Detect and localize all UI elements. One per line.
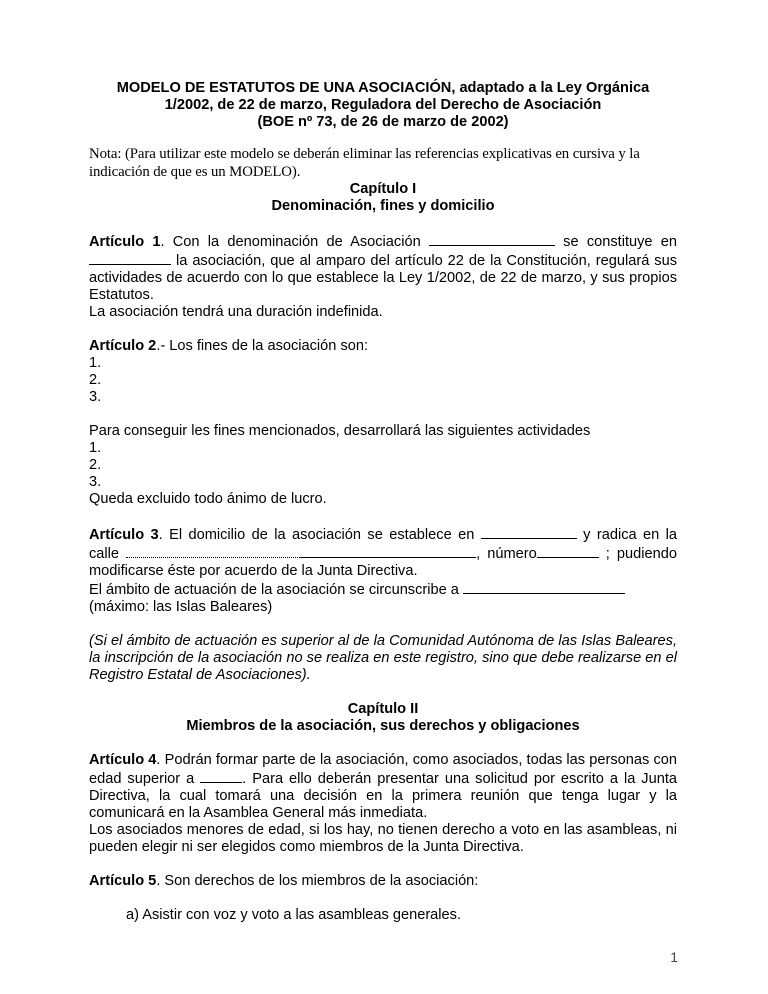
activity-item: 3. — [89, 474, 102, 490]
article-1: Artículo 1. Con la denominación de Asociación se constituye en la asociación, que al amparo del artículo 22 de la Constitución, regulará sus actividades de acuerdo con lo que establece la Ley 1/2002, de 22 de marzo, y sus propios Estatutos. — [89, 234, 677, 303]
document-page — [89, 80, 677, 924]
article-2: Artículo 2.- Los fines de la asociación son: — [89, 338, 369, 354]
activity-item: 1. — [89, 440, 102, 456]
blank-scope[interactable] — [463, 580, 625, 594]
blank-town[interactable] — [481, 525, 577, 539]
article-1-duration: La asociación tendrá una duración indefinida. — [89, 304, 383, 320]
no-profit-clause: Queda excluido todo ánimo de lucro. — [89, 491, 327, 507]
chapter-1-label: Capítulo I — [349, 181, 417, 197]
article-1-heading: Artículo 1 — [89, 234, 161, 250]
page-number: 1 — [670, 949, 678, 965]
article-3-heading: Artículo 3 — [89, 527, 159, 543]
blank-minimum-age[interactable] — [200, 769, 242, 783]
article-4-heading: Artículo 4 — [89, 752, 157, 768]
chapter-1-title: Denominación, fines y domicilio — [271, 198, 495, 214]
article-4-minors: Los asociados menores de edad, si los hay, no tienen derecho a voto en las asambleas, ni pueden elegir ni ser elegidos como miembros de la Junta Directiva. — [89, 822, 677, 855]
activities-intro: Para conseguir les fines mencionados, desarrollará las siguientes actividades — [89, 423, 591, 439]
activity-item: 2. — [89, 457, 102, 473]
aim-item: 1. — [89, 355, 102, 371]
article-4: Artículo 4. Podrán formar parte de la asociación, como asociados, todas las personas con edad superior a . Para ello deberán presentar una solicitud por escrito a la Junta Directiva, la cual tomará una decisión en la primera reunión que tenga lugar y la comunicará en la Asamblea General más inmediata. — [89, 752, 677, 821]
article-5-heading: Artículo 5 — [89, 873, 157, 889]
chapter-2-title: Miembros de la asociación, sus derechos y obligaciones — [186, 718, 580, 734]
scope-explanatory-note: (Si el ámbito de actuación es superior al de la Comunidad Autónoma de las Islas Baleares, la inscripción de la asociación no se realiza en este registro, sino que debe realizarse en el Registro Estatal de Asociaciones). — [89, 633, 677, 683]
aim-item: 3. — [89, 389, 102, 405]
title-line-2: 1/2002, de 22 de marzo, Reguladora del Derecho de Asociación — [164, 97, 602, 113]
right-item-a: a) Asistir con voz y voto a las asambleas generales. — [126, 907, 462, 923]
article-2-heading: Artículo 2 — [89, 338, 157, 354]
blank-street-a[interactable] — [126, 544, 300, 558]
note-paragraph: Nota: (Para utilizar este modelo se deberán eliminar las referencias explicativas en cursiva y la indicación de que es un MODELO). — [89, 146, 640, 180]
blank-number[interactable] — [537, 544, 599, 558]
title-line-3: (BOE nº 73, de 26 de marzo de 2002) — [257, 114, 509, 130]
article-5: Artículo 5. Son derechos de los miembros de la asociación: — [89, 873, 479, 889]
blank-association-name[interactable] — [429, 232, 555, 246]
chapter-2-label: Capítulo II — [347, 701, 419, 717]
blank-street-b[interactable] — [300, 544, 476, 558]
chapter-1-heading — [89, 181, 677, 215]
article-3-scope: El ámbito de actuación de la asociación se circunscribe a — [89, 580, 677, 599]
article-3: Artículo 3. El domicilio de la asociación se establece en y radica en la calle , número ; pudiendo modificarse éste por acuerdo de la Junta Directiva. — [89, 527, 677, 579]
aim-item: 2. — [89, 372, 102, 388]
chapter-2-heading — [89, 701, 677, 735]
document-title — [89, 80, 677, 131]
article-3-scope-max: (máximo: las Islas Baleares) — [89, 599, 273, 615]
blank-location[interactable] — [89, 251, 171, 265]
title-line-1: MODELO DE ESTATUTOS DE UNA ASOCIACIÓN, adaptado a la Ley Orgánica — [116, 80, 650, 96]
